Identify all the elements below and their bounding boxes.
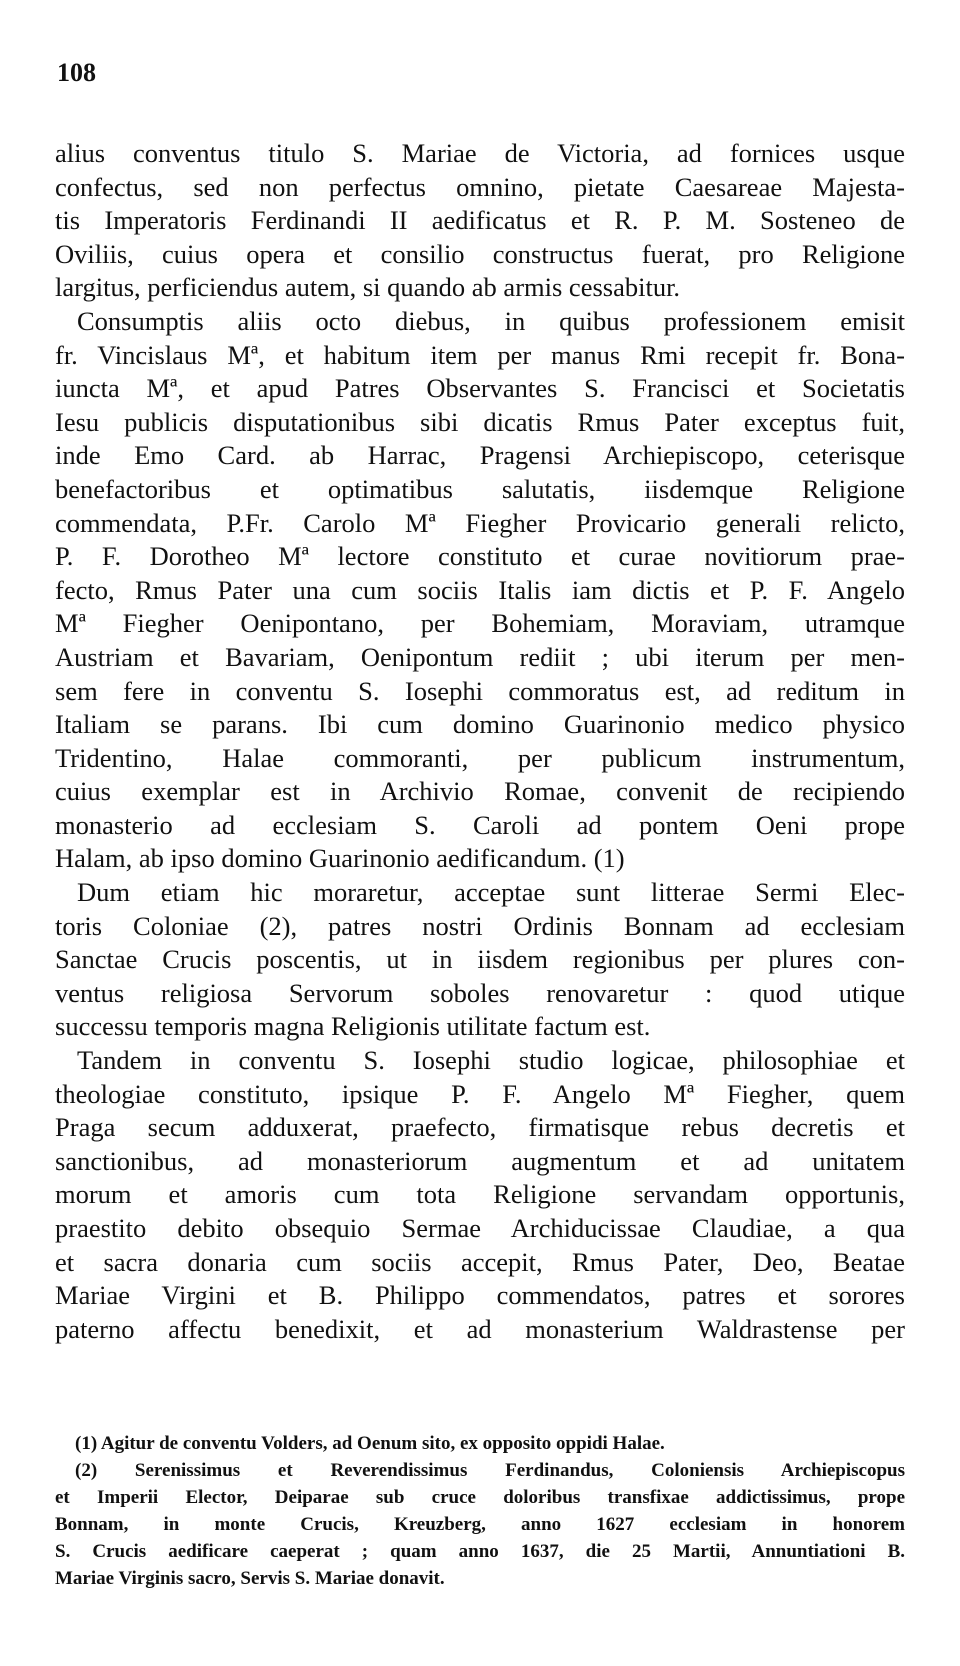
text-line: alius conventus titulo S. Mariae de Victoria, ad fornices usque xyxy=(55,138,905,168)
footnote-line: (2) Serenissimus et Reverendissimus Ferdinandus, Coloniensis Archiepiscopus xyxy=(75,1460,905,1481)
text-line: Italiam se parans. Ibi cum domino Guarinonio medico physico xyxy=(55,709,905,740)
text-line: et sacra donaria cum sociis accepit, Rmus Pater, Deo, Beatae xyxy=(55,1246,905,1277)
text-line: Tridentino, Halae commoranti, per publicum instrumentum, xyxy=(55,742,905,773)
text-line: sanctionibus, ad monasteriorum augmentum et ad unitatem xyxy=(55,1145,905,1176)
footnote-line: S. Crucis aedificare caeperat ; quam anno 1637, die 25 Martii, Annuntiationi B. xyxy=(55,1541,905,1562)
text-line: inde Emo Card. ab Harrac, Pragensi Archiepiscopo, ceterisque xyxy=(55,440,905,471)
text-line: Dum etiam hic moraretur, acceptae sunt litterae Sermi Elec- xyxy=(77,877,905,908)
text-line: Sanctae Crucis poscentis, ut in iisdem regionibus per plures con- xyxy=(55,944,905,975)
text-line: Oviliis, cuius opera et consilio constructus fuerat, pro Religione xyxy=(55,238,905,269)
body-text xyxy=(55,137,905,1346)
text-line: confectus, sed non perfectus omnino, pietate Caesareae Majesta- xyxy=(55,171,905,202)
text-line: benefactoribus et optimatibus salutatis, iisdemque Religione xyxy=(55,473,905,504)
text-line: cuius exemplar est in Archivio Romae, convenit de recipiendo xyxy=(55,776,905,807)
text-line: fr. Vincislaus Mª, et habitum item per manus Rmi recepit fr. Bona- xyxy=(55,339,905,370)
text-line: Mª Fiegher Oenipontano, per Bohemiam, Moraviam, utramque xyxy=(55,608,905,639)
footnote-line: Bonnam, in monte Crucis, Kreuzberg, anno 1627 ecclesiam in honorem xyxy=(55,1514,905,1535)
text-line: Mariae Virgini et B. Philippo commendatos, patres et sorores xyxy=(55,1280,905,1311)
text-line: iuncta Mª, et apud Patres Observantes S. Francisci et Societatis xyxy=(55,373,905,404)
footnote-line: (1) Agitur de conventu Volders, ad Oenum sito, ex opposito oppidi Halae. xyxy=(75,1433,665,1454)
text-line: tis Imperatoris Ferdinandi II aedificatus et R. P. M. Sosteneo de xyxy=(55,205,905,236)
text-line: sem fere in conventu S. Iosephi commoratus est, ad reditum in xyxy=(55,675,905,706)
text-line: Tandem in conventu S. Iosephi studio logicae, philosophiae et xyxy=(77,1045,905,1076)
text-line: Halam, ab ipso domino Guarinonio aedificandum. (1) xyxy=(55,843,625,874)
page-number: 108 xyxy=(57,58,96,87)
text-line: fecto, Rmus Pater una cum sociis Italis iam dictis et P. F. Angelo xyxy=(55,574,905,605)
text-line: praestito debito obsequio Sermae Archiducissae Claudiae, a qua xyxy=(55,1213,905,1243)
text-line: morum et amoris cum tota Religione servandam opportunis, xyxy=(55,1179,905,1210)
text-line: Consumptis aliis octo diebus, in quibus professionem emisit xyxy=(77,305,905,336)
text-line: commendata, P.Fr. Carolo Mª Fiegher Provicario generali relicto, xyxy=(55,507,905,538)
text-line: toris Coloniae (2), patres nostri Ordinis Bonnam ad ecclesiam xyxy=(55,910,905,941)
text-line: Praga secum adduxerat, praefecto, firmatisque rebus decretis et xyxy=(55,1112,905,1143)
text-line: P. F. Dorotheo Mª lectore constituto et curae novitiorum prae- xyxy=(55,541,905,572)
text-line: Austriam et Bavariam, Oenipontum rediit ; ubi iterum per men- xyxy=(55,641,905,672)
footnote-line: et Imperii Elector, Deiparae sub cruce doloribus transfixae addictissimus, prope xyxy=(55,1487,905,1508)
text-line: successu temporis magna Religionis utilitate factum est. xyxy=(55,1011,651,1042)
text-line: theologiae constituto, ipsique P. F. Angelo Mª Fiegher, quem xyxy=(55,1078,905,1109)
text-line: Iesu publicis disputationibus sibi dicatis Rmus Pater exceptus fuit, xyxy=(55,406,905,437)
text-line: monasterio ad ecclesiam S. Caroli ad pontem Oeni prope xyxy=(55,809,905,840)
text-line: largitus, perficiendus autem, si quando ab armis cessabitur. xyxy=(55,272,681,303)
text-line: paterno affectu benedixit, et ad monasterium Waldrastense per xyxy=(55,1313,905,1344)
text-line: ventus religiosa Servorum soboles renovaretur : quod utique xyxy=(55,977,905,1008)
footnotes xyxy=(55,1430,905,1592)
footnote-line: Mariae Virginis sacro, Servis S. Mariae donavit. xyxy=(55,1568,445,1589)
